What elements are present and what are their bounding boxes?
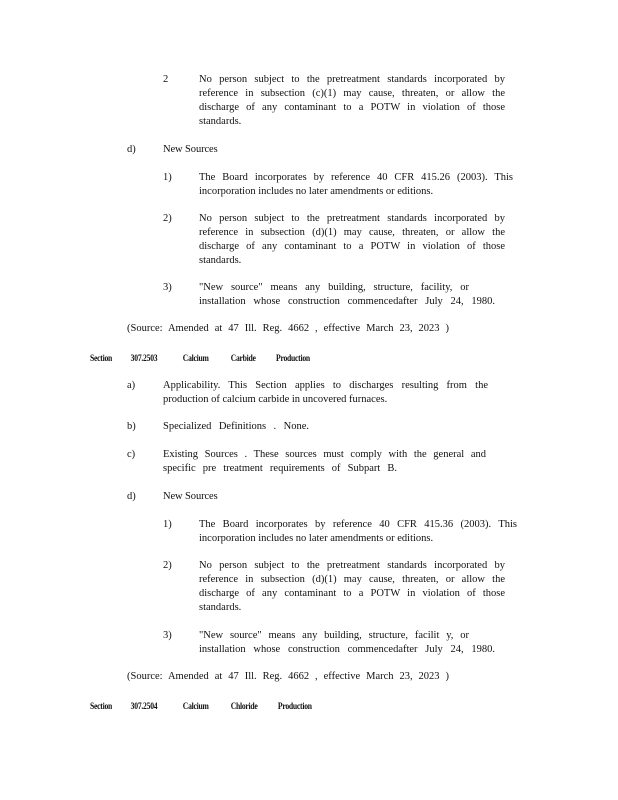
item-number: 2) <box>163 213 172 224</box>
section-title-word: Chloride <box>230 701 258 711</box>
paragraph-line: incorporation includes no later amendments or editions. <box>199 533 434 544</box>
section-heading <box>90 352 310 364</box>
paragraph-line: discharge of any contaminant to a POTW in violation of those <box>199 241 505 252</box>
item-number: 2 <box>163 74 169 85</box>
section-heading <box>90 700 312 712</box>
source-note: (Source: Amended at 47 Ill. Reg. 4662 , effective March 23, 2023 ) <box>127 671 449 682</box>
paragraph-line: standards. <box>199 116 242 127</box>
paragraph-line: The Board incorporates by reference 40 CFR 415.36 (2003). This <box>199 519 517 530</box>
item-number: 1) <box>163 519 172 530</box>
paragraph-line: reference in subsection (d)(1) may cause, threaten, or allow the <box>199 574 505 585</box>
subsection-label: b) <box>127 421 136 432</box>
paragraph-line: production of calcium carbide in uncovered furnaces. <box>163 394 388 405</box>
subsection-title: New Sources <box>163 491 218 502</box>
section-number: 307.2504 <box>130 701 158 711</box>
paragraph-line: No person subject to the pretreatment standards incorporated by <box>199 560 505 571</box>
paragraph-line: specific pre treatment requirements of Subpart B. <box>163 463 397 474</box>
item-number: 3) <box>163 282 172 293</box>
paragraph-line: installation whose construction commencedafter July 24, 1980. <box>199 644 495 655</box>
section-word: Section <box>90 353 113 363</box>
source-note: (Source: Amended at 47 Ill. Reg. 4662 , effective March 23, 2023 ) <box>127 323 449 334</box>
paragraph-line: installation whose construction commencedafter July 24, 1980. <box>199 296 495 307</box>
paragraph-line: Applicability. This Section applies to discharges resulting from the <box>163 380 488 391</box>
paragraph-line: Existing Sources . These sources must comply with the general and <box>163 449 486 460</box>
section-title-word: Carbide <box>230 353 256 363</box>
section-title-word: Production <box>277 701 312 711</box>
paragraph-line: standards. <box>199 602 242 613</box>
paragraph-line: "New source" means any building, structure, facility, or <box>199 282 469 293</box>
subsection-label: a) <box>127 380 136 391</box>
paragraph-line: reference in subsection (c)(1) may cause, threaten, or allow the <box>199 88 505 99</box>
paragraph-line: No person subject to the pretreatment standards incorporated by <box>199 74 505 85</box>
paragraph-line: The Board incorporates by reference 40 CFR 415.26 (2003). This <box>199 172 513 183</box>
paragraph-line: "New source" means any building, structure, facilit y, or <box>199 630 469 641</box>
item-number: 1) <box>163 172 172 183</box>
item-number: 3) <box>163 630 172 641</box>
subsection-label: d) <box>127 144 136 155</box>
section-title-word: Calcium <box>182 353 209 363</box>
paragraph-line: Specialized Definitions . None. <box>163 421 309 432</box>
paragraph-line: discharge of any contaminant to a POTW in violation of those <box>199 588 505 599</box>
section-word: Section <box>90 701 113 711</box>
section-title-word: Production <box>276 353 310 363</box>
subsection-title: New Sources <box>163 144 218 155</box>
subsection-label: d) <box>127 491 136 502</box>
section-number: 307.2503 <box>130 353 158 363</box>
paragraph-line: standards. <box>199 255 242 266</box>
paragraph-line: discharge of any contaminant to a POTW in violation of those <box>199 102 505 113</box>
subsection-label: c) <box>127 449 136 460</box>
paragraph-line: incorporation includes no later amendments or editions. <box>199 186 434 197</box>
item-number: 2) <box>163 560 172 571</box>
paragraph-line: reference in subsection (d)(1) may cause, threaten, or allow the <box>199 227 505 238</box>
section-title-word: Calcium <box>182 701 209 711</box>
paragraph-line: No person subject to the pretreatment standards incorporated by <box>199 213 505 224</box>
